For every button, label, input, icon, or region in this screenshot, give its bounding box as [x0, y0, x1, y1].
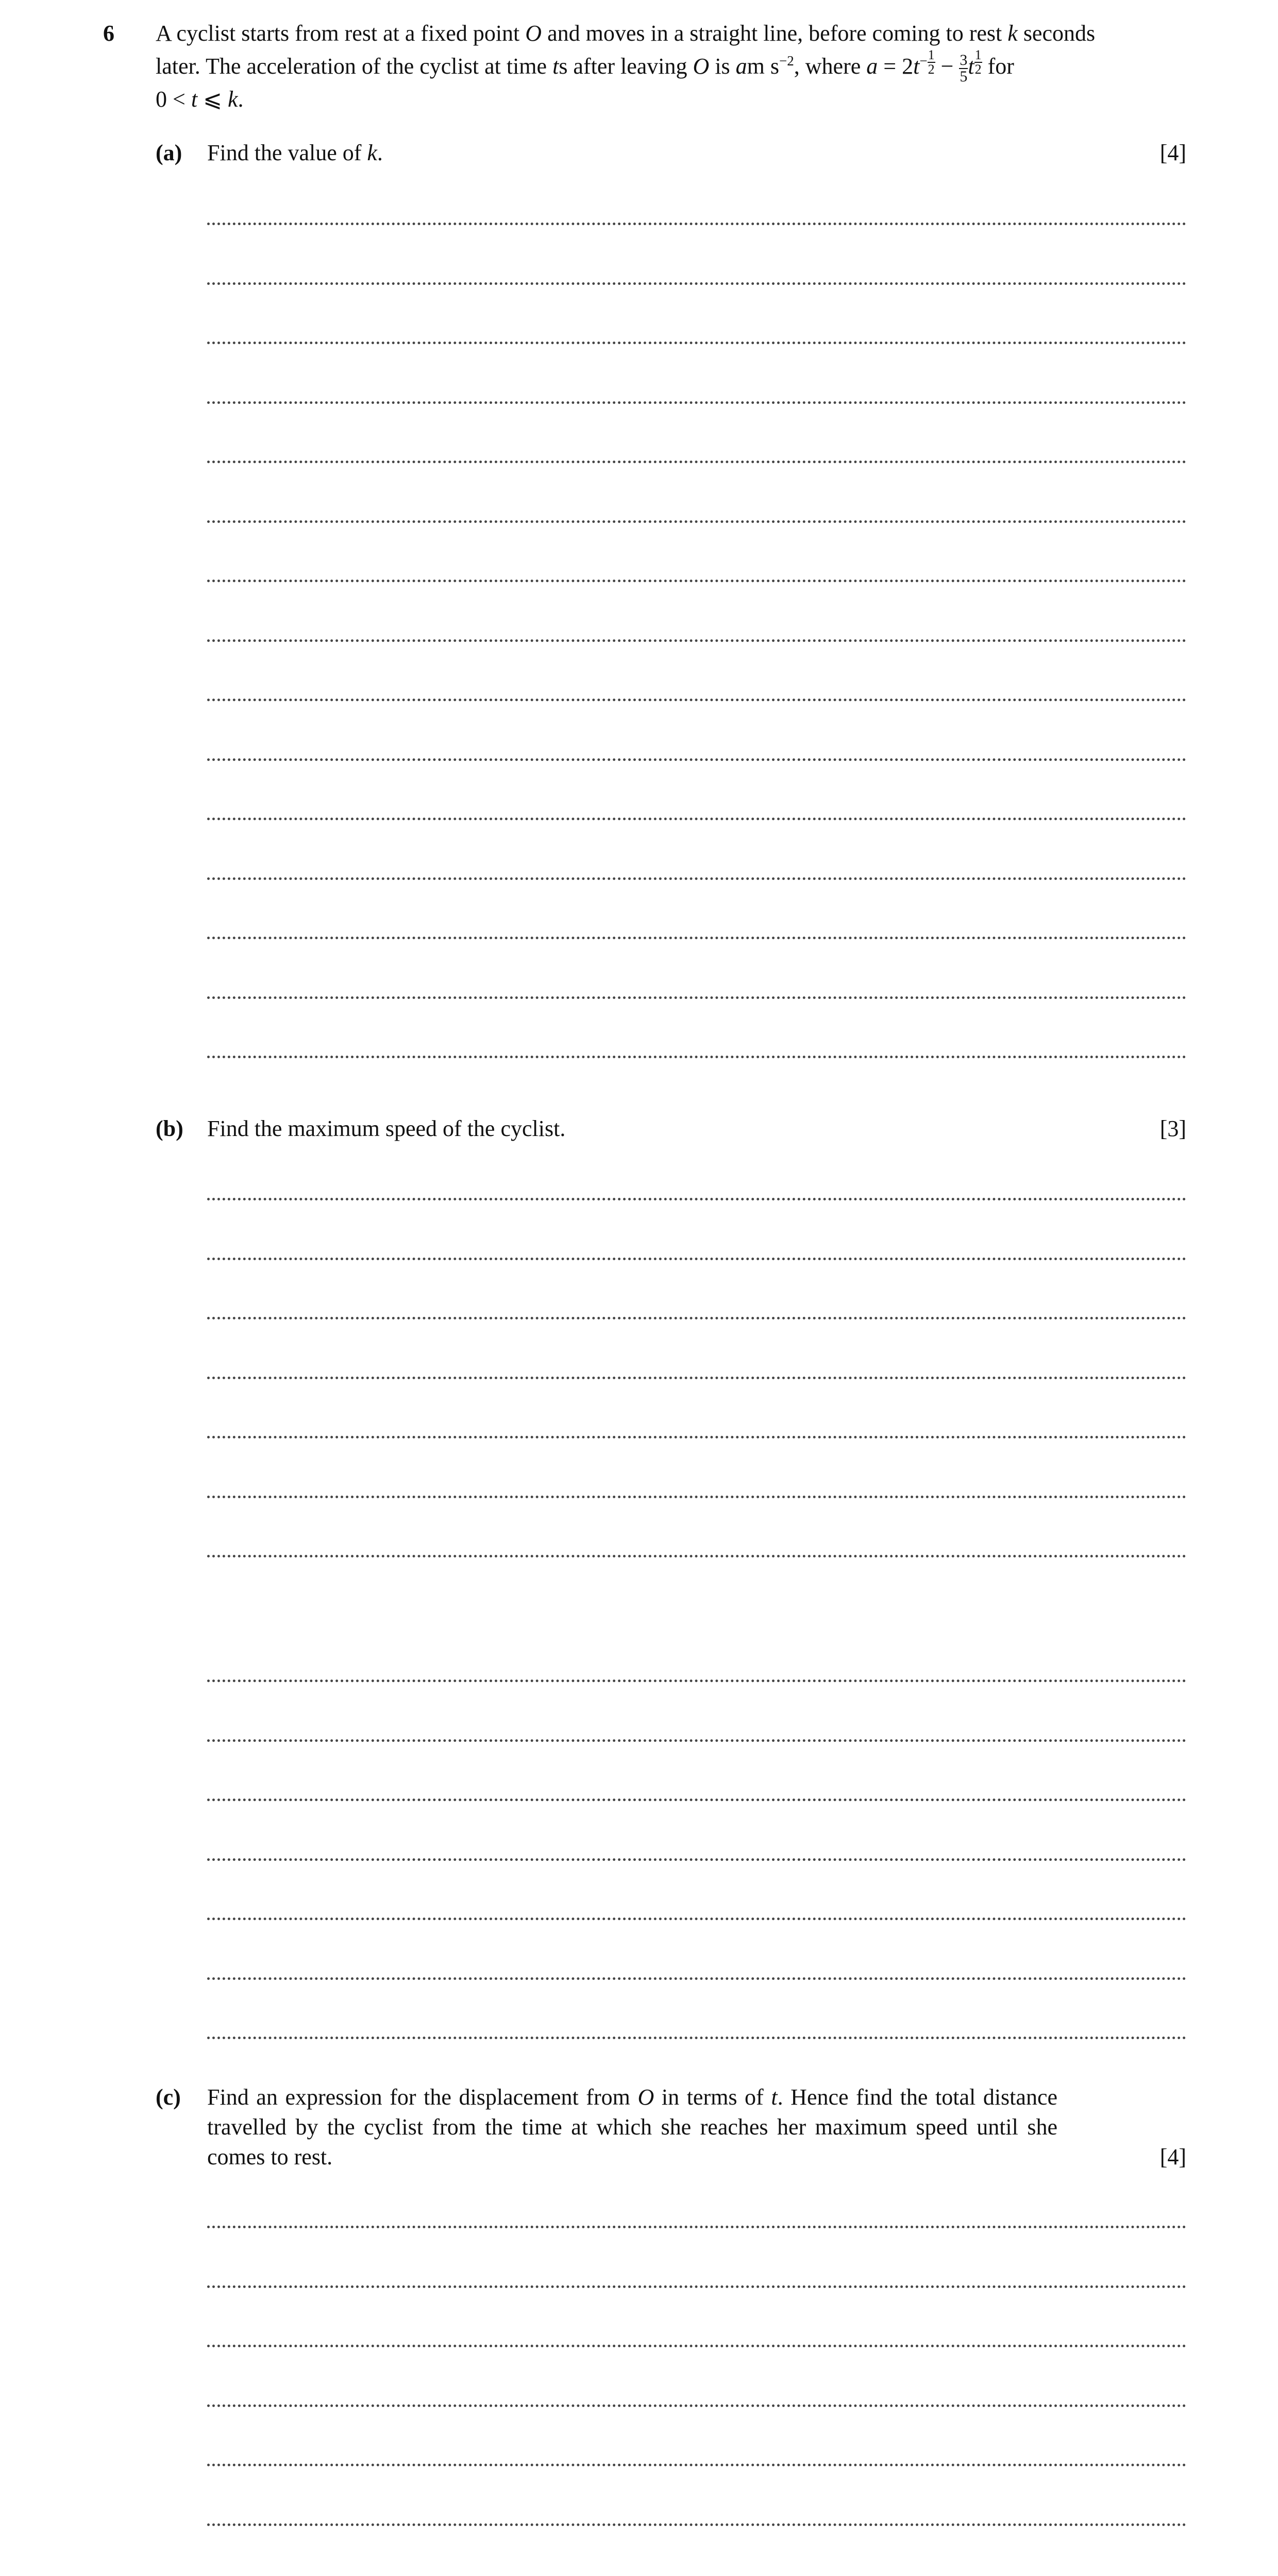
answer-line — [207, 2523, 1186, 2526]
part-b-label: (b) — [156, 1116, 183, 1141]
answer-line — [207, 1977, 1186, 1980]
answer-line — [207, 1377, 1186, 1379]
part-a — [156, 138, 1186, 169]
part-a-text: Find the value of k. — [207, 140, 383, 165]
answer-line — [207, 1799, 1186, 1801]
part-c-marks: [4] — [1159, 2144, 1186, 2170]
answer-line — [207, 1317, 1186, 1319]
stem-line-3: 0 < t ⩽ k. — [156, 86, 244, 112]
question-stem — [156, 19, 1186, 114]
answer-line — [207, 1436, 1186, 1438]
answer-line — [207, 937, 1186, 939]
part-a-label: (a) — [156, 140, 182, 165]
answer-line — [207, 2037, 1186, 2039]
answer-line — [207, 223, 1186, 225]
answer-line — [207, 461, 1186, 463]
answer-line — [207, 342, 1186, 344]
answer-line — [207, 2345, 1186, 2347]
answer-line — [207, 639, 1186, 642]
answer-line — [207, 699, 1186, 701]
answer-line — [207, 877, 1186, 880]
answer-line — [207, 818, 1186, 820]
answer-line — [207, 1198, 1186, 1200]
answer-line — [207, 520, 1186, 523]
answer-line — [207, 2404, 1186, 2407]
part-c — [156, 2082, 1186, 2175]
answer-line — [207, 1555, 1186, 1557]
part-a-marks: [4] — [1159, 140, 1186, 165]
coefficient-three-fifths: $\frac{3}{5}$ — [960, 51, 968, 85]
stem-line-1: A cyclist starts from rest at a fixed point O and moves in a straight line, before coming to rest k seconds — [156, 21, 1096, 46]
part-c-label: (c) — [156, 2084, 181, 2110]
answer-line — [207, 2226, 1186, 2228]
answer-line — [207, 758, 1186, 761]
answer-line — [207, 1680, 1186, 1682]
answer-line — [207, 580, 1186, 582]
answer-line — [207, 1858, 1186, 1861]
question-number: 6 — [103, 21, 114, 46]
part-b — [156, 1114, 1186, 1145]
answer-line — [207, 1739, 1186, 1742]
answer-line — [207, 282, 1186, 285]
answer-line — [207, 1496, 1186, 1498]
exponent-neg-half: − 1 2 — [919, 47, 935, 77]
part-b-text: Find the maximum speed of the cyclist. — [207, 1116, 566, 1141]
answer-line — [207, 401, 1186, 404]
answer-line — [207, 2285, 1186, 2288]
answer-line — [207, 1056, 1186, 1058]
part-b-marks: [3] — [1159, 1116, 1186, 1141]
answer-line — [207, 1918, 1186, 1920]
exponent-half: 1 2 — [974, 47, 982, 77]
answer-line — [207, 1258, 1186, 1260]
answer-line — [207, 996, 1186, 999]
part-c-text: Find an expression for the displacement from O in terms of t. Hence find the total distance travelled by the cyclist from the time at which she reaches her maximum speed until she comes to rest. — [207, 2084, 1057, 2170]
answer-line — [207, 2464, 1186, 2466]
stem-line-2: later. The acceleration of the cyclist at time ts after leaving O is am $s^{-2}$, where $a = 2t^{- \frac{1}{2}}$ − $\frac{3}{5}$ t $^{\frac{1}{2}}$ for — [156, 47, 1014, 85]
